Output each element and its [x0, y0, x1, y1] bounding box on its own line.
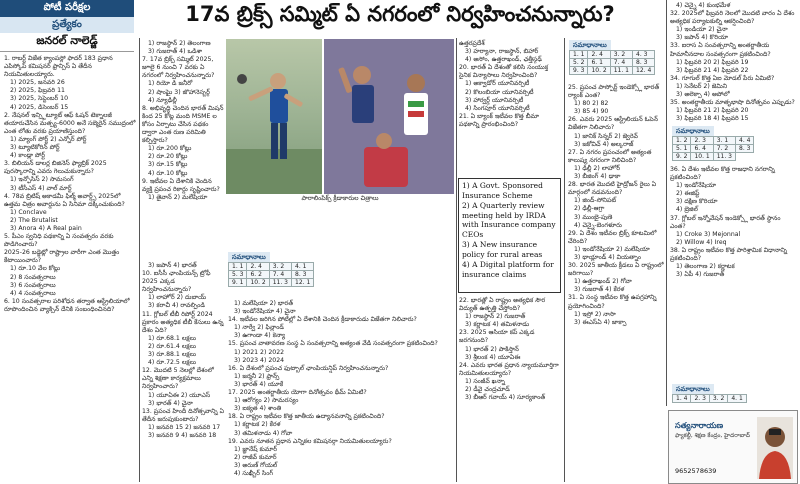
answer-row: [673, 395, 747, 403]
answer-cell: 5. 3: [229, 271, 247, 279]
answer-cell: 3. 2: [610, 51, 632, 59]
athlete-throwing-image: [226, 39, 322, 194]
text-line: 33. ఐరాస ఏ సంవత్సరాన్ని అంతర్జాతీయ హిమానీనదాల సంవత్సరంగా ప్రకటించింది?: [670, 42, 771, 58]
text-line: 2) రాజీవ్ కుమార్: [234, 453, 277, 461]
answer-cell: 11. 3: [269, 279, 291, 287]
text-line: 1. రాబర్ట్ విజేత క్యాంపస్లో ఫాదర్ 183 ప్రధాన ఎపిస్కోప్ కమిషనర్ ఫ్రాన్సిస్ ఏ తేదీన నియమితులయ్యారు.: [4, 55, 113, 79]
text-line: 21. ఏ బ్యాంక్ ఇటీవల కొత్త బీమా పథకాన్ని ప్రారంభించింది?: [459, 112, 540, 128]
answer-cell: 11. 1: [610, 67, 632, 75]
text-line: 1) రియో డి జనీరో: [148, 80, 193, 88]
answer-cell: 1. 2: [673, 137, 691, 145]
text-line: 2) రూ.61.4 లక్షలు: [148, 342, 196, 350]
text-line: 1) సంజీవ్ ఖన్నా: [465, 377, 506, 385]
text-line: 38. ఏ రాష్ట్రం ఇటీవల కొత్త పారిశ్రామిక విధానాన్ని ప్రకటించింది?: [670, 246, 788, 263]
answer-cell: 2. 3: [691, 137, 713, 145]
text-line: 3) హార్వర్డ్ యూనివర్సిటీ: [465, 96, 524, 104]
text-line: 1) జానిక్ సిన్నర్ 2) జ్వెరెవ్: [574, 132, 638, 140]
text-line: 1) తైవాన్ 2) మలేషియా: [148, 193, 208, 201]
english-option: 1) A Govt. Sponsored Insurance Scheme: [462, 181, 543, 200]
text-line: 20. భారత్ ఏ దేశంతో కలిసి సంయుక్త సైనిక విన్యాసాలు నిర్వహించింది?: [459, 64, 549, 80]
author-role: ఫ్యాకల్టీ, శిక్షణ కేంద్రం, హైదరాబాద్: [675, 433, 750, 439]
text-line: 17. 2025 అంతర్జాతీయ యోగా దినోత్సవం థీమ్ ఏమిటి?: [228, 389, 367, 397]
text-line: 3) ఉగాండా 4) కెన్యా: [234, 332, 286, 340]
answers-table-2: [569, 50, 655, 75]
answer-cell: 10. 2: [588, 67, 610, 75]
column-divider: [139, 38, 140, 482]
answer-cell: 12. 1: [292, 279, 314, 287]
text-line: 1) ఉత్తరాఖండ్ 2) గోవా: [574, 278, 632, 286]
text-line: 34. గూగుల్ కొత్త ఏఐ మోడల్ పేరు ఏమిటి?: [670, 74, 775, 82]
english-option: 3) A New insurance policy for rural areas: [462, 240, 543, 259]
english-options-box: [458, 178, 561, 293]
text-line: 31. ఏ సంస్థ ఇటీవల కొత్త ఉపగ్రహాన్ని ప్రయోగించింది?: [568, 294, 657, 310]
text-line: 3) 2023 4) 2024: [234, 356, 285, 364]
text-line: 1) ఇండోనేషియా 2) మలేషియా: [574, 245, 650, 253]
answer-cell: 7. 4: [610, 59, 632, 67]
answer-row: [229, 279, 314, 287]
answer-cell: 8. 3: [633, 59, 655, 67]
column-2-lower: [142, 262, 224, 482]
text-line: 3) తమిళనాడు 4) గోవా: [234, 429, 293, 437]
text-line: 3) ఫిబ్రవరి 21 4) ఫిబ్రవరి 22: [676, 66, 749, 74]
text-line: 2) Willow 4) Ireq: [676, 238, 727, 246]
text-line: 1) సెనేటర్ 2) జెమిని: [676, 82, 728, 90]
text-line: 2) 8 సంవత్సరాలు: [10, 273, 56, 281]
text-line: 30. 2025 జాతీయ క్రీడలు ఏ రాష్ట్రంలో జరిగాయి?: [568, 262, 664, 278]
text-line: 14. ఇటీవల జరిగిన పోటీల్లో ఏ దేశానికి చెందిన క్రీడాకారుడు విజేతగా నిలిచారు?: [228, 316, 417, 324]
answer-cell: 6. 1: [588, 59, 610, 67]
answer-cell: 5. 1: [673, 145, 691, 153]
text-line: 3) రూ.88.1 లక్షలు: [148, 351, 196, 359]
column-5: [568, 84, 664, 482]
text-line: 3) హర్యానా, రాజస్థాన్, బిహార్: [465, 48, 539, 56]
text-line: 3) కరాచీ 4) రావల్పిండి: [148, 302, 205, 310]
text-line: 15. ప్రపంచ వాతావరణ సంస్థ ఏ సంవత్సరాన్ని అత్యంత వేడి సంవత్సరంగా ప్రకటించింది?: [228, 340, 438, 348]
answers-heading-3: సమాధానాలు: [672, 126, 714, 138]
answer-cell: 9. 3: [570, 67, 588, 75]
answer-row: [570, 51, 655, 59]
text-line: 3) జపాన్ 4) కొరియా: [676, 34, 729, 42]
answer-cell: 11. 3: [713, 153, 735, 161]
text-line: 3) ముంబై-పుణె: [574, 213, 613, 221]
text-line: 3) దక్షిణ కొరియా: [676, 198, 718, 206]
text-line: 1) ఫిబ్రవరి 21 2) ఫిబ్రవరి 20: [676, 107, 749, 115]
text-line: 3) బీఆర్ గవాయ్ 4) సూర్యకాంత్: [465, 394, 546, 402]
text-line: 11. గ్లోబల్ టీబీ రిపోర్ట్ 2024 ప్రకారం అత్యధిక టీబీ కేసులు ఉన్న దేశం ఏది?: [142, 310, 224, 334]
text-line: 4) చెన్నై 4) కుంభమేళ: [676, 2, 731, 9]
answer-row: [229, 271, 314, 279]
column-divider: [456, 38, 457, 482]
column-divider: [666, 0, 667, 406]
text-line: 22. భారత్లో ఏ రాష్ట్రం అత్యధిక సౌర విద్యుత్ ఉత్పత్తి చేస్తోంది?: [459, 297, 546, 313]
text-line: 2) 2025, ఫిబ్రవరి 11: [10, 87, 65, 95]
answer-cell: 6. 4: [691, 145, 713, 153]
text-line: 1) Conclave: [10, 208, 47, 216]
text-line: 1) తెలంగాణ 2) కర్ణాటక: [676, 263, 735, 271]
answer-cell: 1. 1: [229, 263, 247, 271]
text-line: 23. 2025 ఆసియా కప్ ఎక్కడ జరగనుంది?: [459, 329, 535, 345]
answers-heading-4: సమాధానాలు: [672, 384, 714, 396]
text-line: 24. ఎవరు భారత ప్రధాన న్యాయమూర్తిగా నియమితులయ్యారు?: [459, 361, 559, 377]
text-line: 3) బీజింగ్ 4) ఢాకా: [574, 173, 621, 181]
text-line: 3) జకోవిచ్ 4) అల్కరాజ్: [574, 140, 634, 148]
answer-cell: 1. 1: [570, 51, 588, 59]
text-line: 4) 4 సంవత్సరాలు: [10, 289, 56, 297]
text-line: 3) 2025, సెప్టెంబర్ 10: [10, 95, 69, 103]
tag-line1: పోటీ పరీక్షల: [0, 0, 134, 17]
text-line: 1) జర్మనీ 2) ఫ్రాన్స్: [234, 372, 280, 380]
column-6: [670, 2, 796, 123]
text-line: 1) జింద్-సోనిపట్: [574, 197, 617, 205]
text-line: 1) ఇన్ఫోసిస్ 2) సామసంగ్: [10, 176, 74, 184]
text-line: 1) యూఏఈ 2) యూఎస్: [148, 391, 211, 399]
text-line: 4) బ్రెజిల్: [676, 206, 698, 214]
answers-table-4: [672, 394, 747, 403]
text-line: 3) రూ.15 కోట్లు: [148, 161, 188, 169]
text-line: 1) నార్వే 2) ఫిన్లాండ్: [234, 324, 285, 332]
answer-cell: 9. 2: [673, 153, 691, 161]
text-line: 1) రాజస్థాన్ 2) గుజరాత్: [465, 313, 526, 321]
text-line: 3) అలెక్సా 4) అపోలో: [676, 91, 730, 99]
tag-line2: ప్రత్యేకం: [0, 17, 134, 34]
text-line: 4) రూ.10 కోట్లు: [148, 169, 188, 177]
text-line: 25. ప్రపంచ పాస్పోర్ట్ ఇండెక్స్లో భారత్ ర్యాంక్ ఎంత?: [568, 84, 660, 100]
text-line: 1) భారత్ 2) పాకిస్తాన్: [465, 345, 519, 353]
answer-cell: 10. 1: [691, 153, 713, 161]
answer-row: [673, 153, 754, 161]
text-line: 1) Croke 3) Mejonnal: [676, 230, 741, 238]
text-line: 3) గుజరాత్ 4) ఒడిశా: [148, 48, 203, 56]
text-line: 3) భారత్ 4) యూకే: [234, 380, 284, 388]
text-line: 18. ఏ రాష్ట్రం ఇటీవల కొత్త జాతీయ ఉద్యానవనాన్ని ప్రకటించింది?: [228, 413, 385, 421]
text-line: 37. గ్లోబల్ ఇన్నోవేషన్ ఇండెక్స్లో భారత్ స్థానం ఎంత?: [670, 214, 781, 230]
column-4: [459, 40, 561, 176]
author-card: [668, 410, 798, 484]
answer-cell: 7. 2: [713, 145, 735, 153]
text-line: 2025-26 బడ్జెట్లో రాష్ట్రాల వారీగా ఎంత మొత్తం కేటాయించారు?: [4, 249, 120, 265]
text-line: 32. 2025లో ఫిబ్రవరి నెలలో మొదటి వారం ఏ దేశం అత్యధిక పర్యాటకుల్ని ఆకర్షించింది?: [670, 10, 795, 26]
text-line: 2. నేషనల్ ఇన్స్టిట్యూట్ ఆఫ్ ఓషన్ టెక్నాలజీ తయారుచేసిన మత్స్య-6000 అనే సబ్మెరైన్ సముద్రంలో ఎంత లోతు వరకు ప్రయాణిస్తుంది?: [4, 111, 136, 135]
text-line: 3) ఐక్యత 4) శాంతి: [234, 405, 282, 413]
text-line: 3) 6 సంవత్సరాలు: [10, 281, 56, 289]
text-line: 1) 80 2) 82: [574, 100, 609, 108]
athlete-celebrating-image: [324, 39, 454, 194]
athlete-photo-1: [226, 39, 322, 194]
text-line: 2) The Brutalist: [10, 216, 58, 224]
answers-table-1: [228, 262, 314, 287]
answers-table-3: [672, 136, 754, 161]
text-line: 3) కర్ణాటక 4) తమిళనాడు: [465, 321, 530, 329]
answers-heading-1: సమాధానాలు: [228, 252, 270, 264]
text-line: 1) ఫిబ్రవరి 20 2) ఫిబ్రవరి 19: [676, 58, 749, 66]
athlete-photo-2: [324, 39, 454, 194]
column-3: [228, 300, 454, 482]
answer-cell: 9. 1: [229, 279, 247, 287]
text-line: 35. అంతర్జాతీయ మాతృభాషా దినోత్సవం ఎప్పుడు?: [670, 99, 795, 107]
answer-cell: 8. 3: [292, 271, 314, 279]
column-4-lower: [459, 297, 561, 482]
text-line: 2) రూ.20 కోట్లు: [148, 153, 188, 161]
answer-cell: 7. 4: [269, 271, 291, 279]
text-line: 3) శ్రీలంక 4) యూఏఈ: [465, 353, 521, 361]
text-line: 28. భారత మొదటి హైడ్రోజన్ రైలు ఏ మార్గంలో నడవనుంది?: [568, 181, 657, 197]
text-line: 10. ఐసీసీ ఛాంపియన్స్ ట్రోఫీ 2025 ఎక్కడ నిర్వహించనున్నారు?: [142, 270, 211, 294]
text-line: 36. ఏ దేశం ఇటీవల కొత్త రాజధాని నగరాన్ని ప్రకటించింది?: [670, 166, 775, 182]
text-line: 7. 17వ బ్రిక్స్ సమ్మిట్ 2025, జూలై 6 నుంచి 7 వరకు ఏ నగరంలో నిర్వహించనున్నారు?: [142, 56, 215, 80]
section-tag: [0, 0, 134, 52]
text-line: 4) కాండ్లా పోర్ట్: [10, 152, 45, 160]
text-line: 1) జనవరి 15 2) జనవరి 17: [148, 423, 221, 431]
text-line: 4) అసోం, ఉత్తరాఖండ్, ఛత్తీస్గఢ్: [465, 56, 542, 64]
text-line: 3) Anora 4) A Real pain: [10, 224, 82, 232]
answer-row: [570, 67, 655, 75]
answer-cell: 4. 1: [728, 395, 746, 403]
text-line: 1) రూ.68.1 లక్షలు: [148, 334, 196, 342]
text-line: 3) అరుణ్ గోయల్: [234, 461, 278, 469]
answer-cell: 1. 4: [673, 395, 691, 403]
text-line: 1) కర్ణాటక 2) కేరళ: [234, 421, 281, 429]
text-line: 4) సింగపూర్ యూనివర్సిటీ: [465, 104, 530, 112]
english-option: 4) A Digital platform for insurance claims: [462, 260, 554, 279]
text-line: 1) జ్ఞానేష్ కుమార్: [234, 445, 278, 453]
answer-cell: 2. 4: [247, 263, 269, 271]
text-line: 1) ఆరోగ్యం 2) సామరస్యం: [234, 397, 299, 405]
text-line: 4) సుఖ్బీర్ సింగ్: [234, 469, 273, 477]
text-line: 1) ఇండియా 2) చైనా: [676, 26, 728, 34]
column-6-lower: [670, 166, 796, 382]
author-photo: [757, 417, 793, 479]
text-line: 2) ఢిల్లీ-ఆగ్రా: [574, 205, 605, 213]
answer-cell: 10. 2: [247, 279, 269, 287]
text-line: 3) జపాన్ 4) భారత్: [148, 262, 197, 269]
text-line: 1) రాజస్థాన్ 2) తెలంగాణ: [148, 40, 211, 47]
answer-row: [229, 263, 314, 271]
text-line: 4) రూ.72.5 లక్షలు: [148, 359, 196, 367]
answer-cell: 2. 3: [691, 395, 709, 403]
text-line: 3) ఏపీ 4) గుజరాత్: [676, 271, 725, 279]
answer-cell: 3. 2: [269, 263, 291, 271]
text-line: 4. 78వ బ్రిటిష్ అకాడమీ ఫిల్మ్ అవార్డ్స్ 2025లో ఉత్తమ చిత్రం అవార్డును ఏ సినిమా దక్కించుకుంది?: [4, 192, 125, 208]
english-option: 2) A Quarterly review meeting held by IRDA with Insurance company CEOs: [462, 201, 556, 239]
answers-heading-2: సమాధానాలు: [569, 40, 611, 52]
text-line: 5. పీఎం స్వనిధి పథకాన్ని ఏ సంవత్సరం వరకు పొడిగించారు?: [4, 233, 114, 249]
text-line: 27. ఏ నగరం ప్రపంచంలో అత్యంత కాలుష్య నగరంగా నిలిచింది?: [568, 148, 652, 164]
answer-cell: 4. 1: [292, 263, 314, 271]
text-line: 1) మలేషియా 2) భారత్: [234, 300, 294, 307]
column-1: [4, 55, 136, 482]
text-line: 3) ట్యూటికోరిన్ పోర్ట్: [10, 144, 60, 152]
answer-cell: 3. 1: [713, 137, 735, 145]
text-line: 2) కొలంబియా యూనివర్సిటీ: [465, 88, 534, 96]
text-line: 3. బిలియన్ డాలర్ల బిజినెస్ ఫ్యాబ్రిక్ 2025 పురస్కారాన్ని ఎవరు గెలుచుకున్నారు?: [4, 160, 107, 176]
text-line: 8. అభివృద్ధి చెందిన భారత్ మిషన్ కింద 25 కోట్ల మంది MSME ల కోసం ఏర్పాటు చేసిన పథకం ద్వారా ఎంత రుణ పరిమితి కల్పిస్తారు?: [142, 104, 224, 145]
text-line: ఉత్తరప్రదేశ్: [459, 40, 485, 47]
answer-cell: 6. 2: [247, 271, 269, 279]
text-line: 13. ప్రపంచ హిందీ దినోత్సవాన్ని ఏ తేదీన జరుపుకుంటారు?: [142, 407, 224, 423]
text-line: 12. మొదటి 5 నెలల్లో దేశంలో ఎన్ని శిక్షణా కార్యక్రమాలు నిర్వహించారు?: [142, 367, 214, 391]
text-line: 3) ఈఎస్ఏ 4) జాక్సా: [574, 318, 627, 326]
text-line: 6. 10 సంవత్సరాల పరిశోధన తర్వాత ఆస్ట్రేలియాలో రూపొందించిన వ్యాక్సిన్ దేనికి సంబంధించినది?: [4, 297, 130, 313]
headline: 17వ బ్రిక్స్ సమ్మిట్ ఏ నగరంలో నిర్వహించనున్నారు?: [185, 2, 615, 26]
answer-cell: 12. 4: [633, 67, 655, 75]
text-line: 3) భారత్ 4) చైనా: [148, 399, 193, 407]
text-line: 3) 85 4) 90: [574, 108, 609, 116]
text-line: 3) టీసీఎస్ 4) వాల్ మార్ట్: [10, 184, 72, 192]
text-line: 26. ఎవరు 2025 ఆస్ట్రేలియన్ ఓపెన్ విజేతగా నిలిచారు?: [568, 116, 658, 132]
text-line: 1) ఇండోనేషియా: [676, 182, 717, 190]
text-line: 4) న్యూఢిల్లీ: [148, 96, 177, 104]
text-line: 3) థాయ్లాండ్ 4) వియత్నాం: [574, 253, 642, 261]
text-line: 2) డీవై చంద్రచూడ్: [465, 386, 510, 394]
text-line: 1) లాహోర్ 2) దుబాయ్: [148, 294, 207, 302]
answer-cell: 3. 2: [709, 395, 727, 403]
text-line: 3) ఇండోనేషియా 4) చైనా: [234, 308, 296, 316]
answer-cell: 5. 2: [570, 59, 588, 67]
text-line: 1) ఢిల్లీ 2) లాహోర్: [574, 164, 621, 172]
text-line: 2) ఈజిప్ట్: [676, 190, 700, 198]
answer-cell: 4. 4: [736, 137, 754, 145]
answer-row: [673, 137, 754, 145]
text-line: 19. ఎవరు నూతన ప్రధాన ఎన్నికల కమిషనర్గా నియమితులయ్యారు?: [228, 437, 392, 445]
text-line: 1) ఇస్రో 2) నాసా: [574, 310, 616, 318]
text-line: 1) రూ.200 కోట్లు: [148, 145, 192, 153]
text-line: 1) 2025, జనవరి 26: [10, 79, 65, 87]
column-divider: [564, 38, 565, 482]
answer-row: [570, 59, 655, 67]
text-line: 3) గుజరాత్ 4) కేరళ: [574, 286, 625, 294]
text-line: 4) చెన్నై-బెంగళూరు: [574, 221, 622, 229]
author-name: సత్యనారాయణ: [675, 421, 724, 430]
text-line: 1) మ్యాంగ్ పోర్ట్ 2) ఎన్నోర్ పోర్ట్: [10, 135, 87, 143]
text-line: 3) ఫిబ్రవరి 18 4) ఫిబ్రవరి 15: [676, 115, 749, 123]
answer-row: [673, 145, 754, 153]
text-line: 4) 2025, డిసెంబర్ 15: [10, 103, 69, 111]
text-line: 1) రూ.10 వేల కోట్లు: [10, 265, 61, 273]
author-phone: 9652578639: [675, 467, 717, 475]
answer-cell: 8. 3: [736, 145, 754, 153]
author-avatar-icon: [757, 417, 793, 479]
text-line: 1) అక్వాడోర్ యూనివర్సిటీ: [465, 80, 530, 88]
answer-cell: 2. 4: [588, 51, 610, 59]
text-line: 9. ఇటీవల ఏ దేశానికి చెందిన వ్యక్తి ప్రపంచ రికార్డు సృష్టించారు?: [142, 177, 220, 193]
tag-line3: జనరల్ నాలెడ్జ్: [0, 33, 134, 52]
column-2: [142, 40, 224, 240]
text-line: 16. ఏ దేశంలో ప్రపంచ ఫుట్బాల్ ఛాంపియన్షిప్ నిర్వహించనున్నారు?: [228, 364, 389, 372]
text-line: 3) జనవరి 9 4) జనవరి 18: [148, 431, 217, 439]
text-line: 29. ఏ దేశం ఇటీవల బ్రిక్స్ కూటమిలో చేరింది?: [568, 229, 657, 245]
photo-caption: పారాలింపిక్స్ క్రీడాకారుల చిత్రాలు: [301, 195, 379, 202]
text-line: 1) 2021 2) 2022: [234, 348, 285, 356]
answer-cell: 4. 3: [633, 51, 655, 59]
text-line: 2) షాంఘై 3) జొహానెస్బర్గ్: [148, 88, 210, 96]
